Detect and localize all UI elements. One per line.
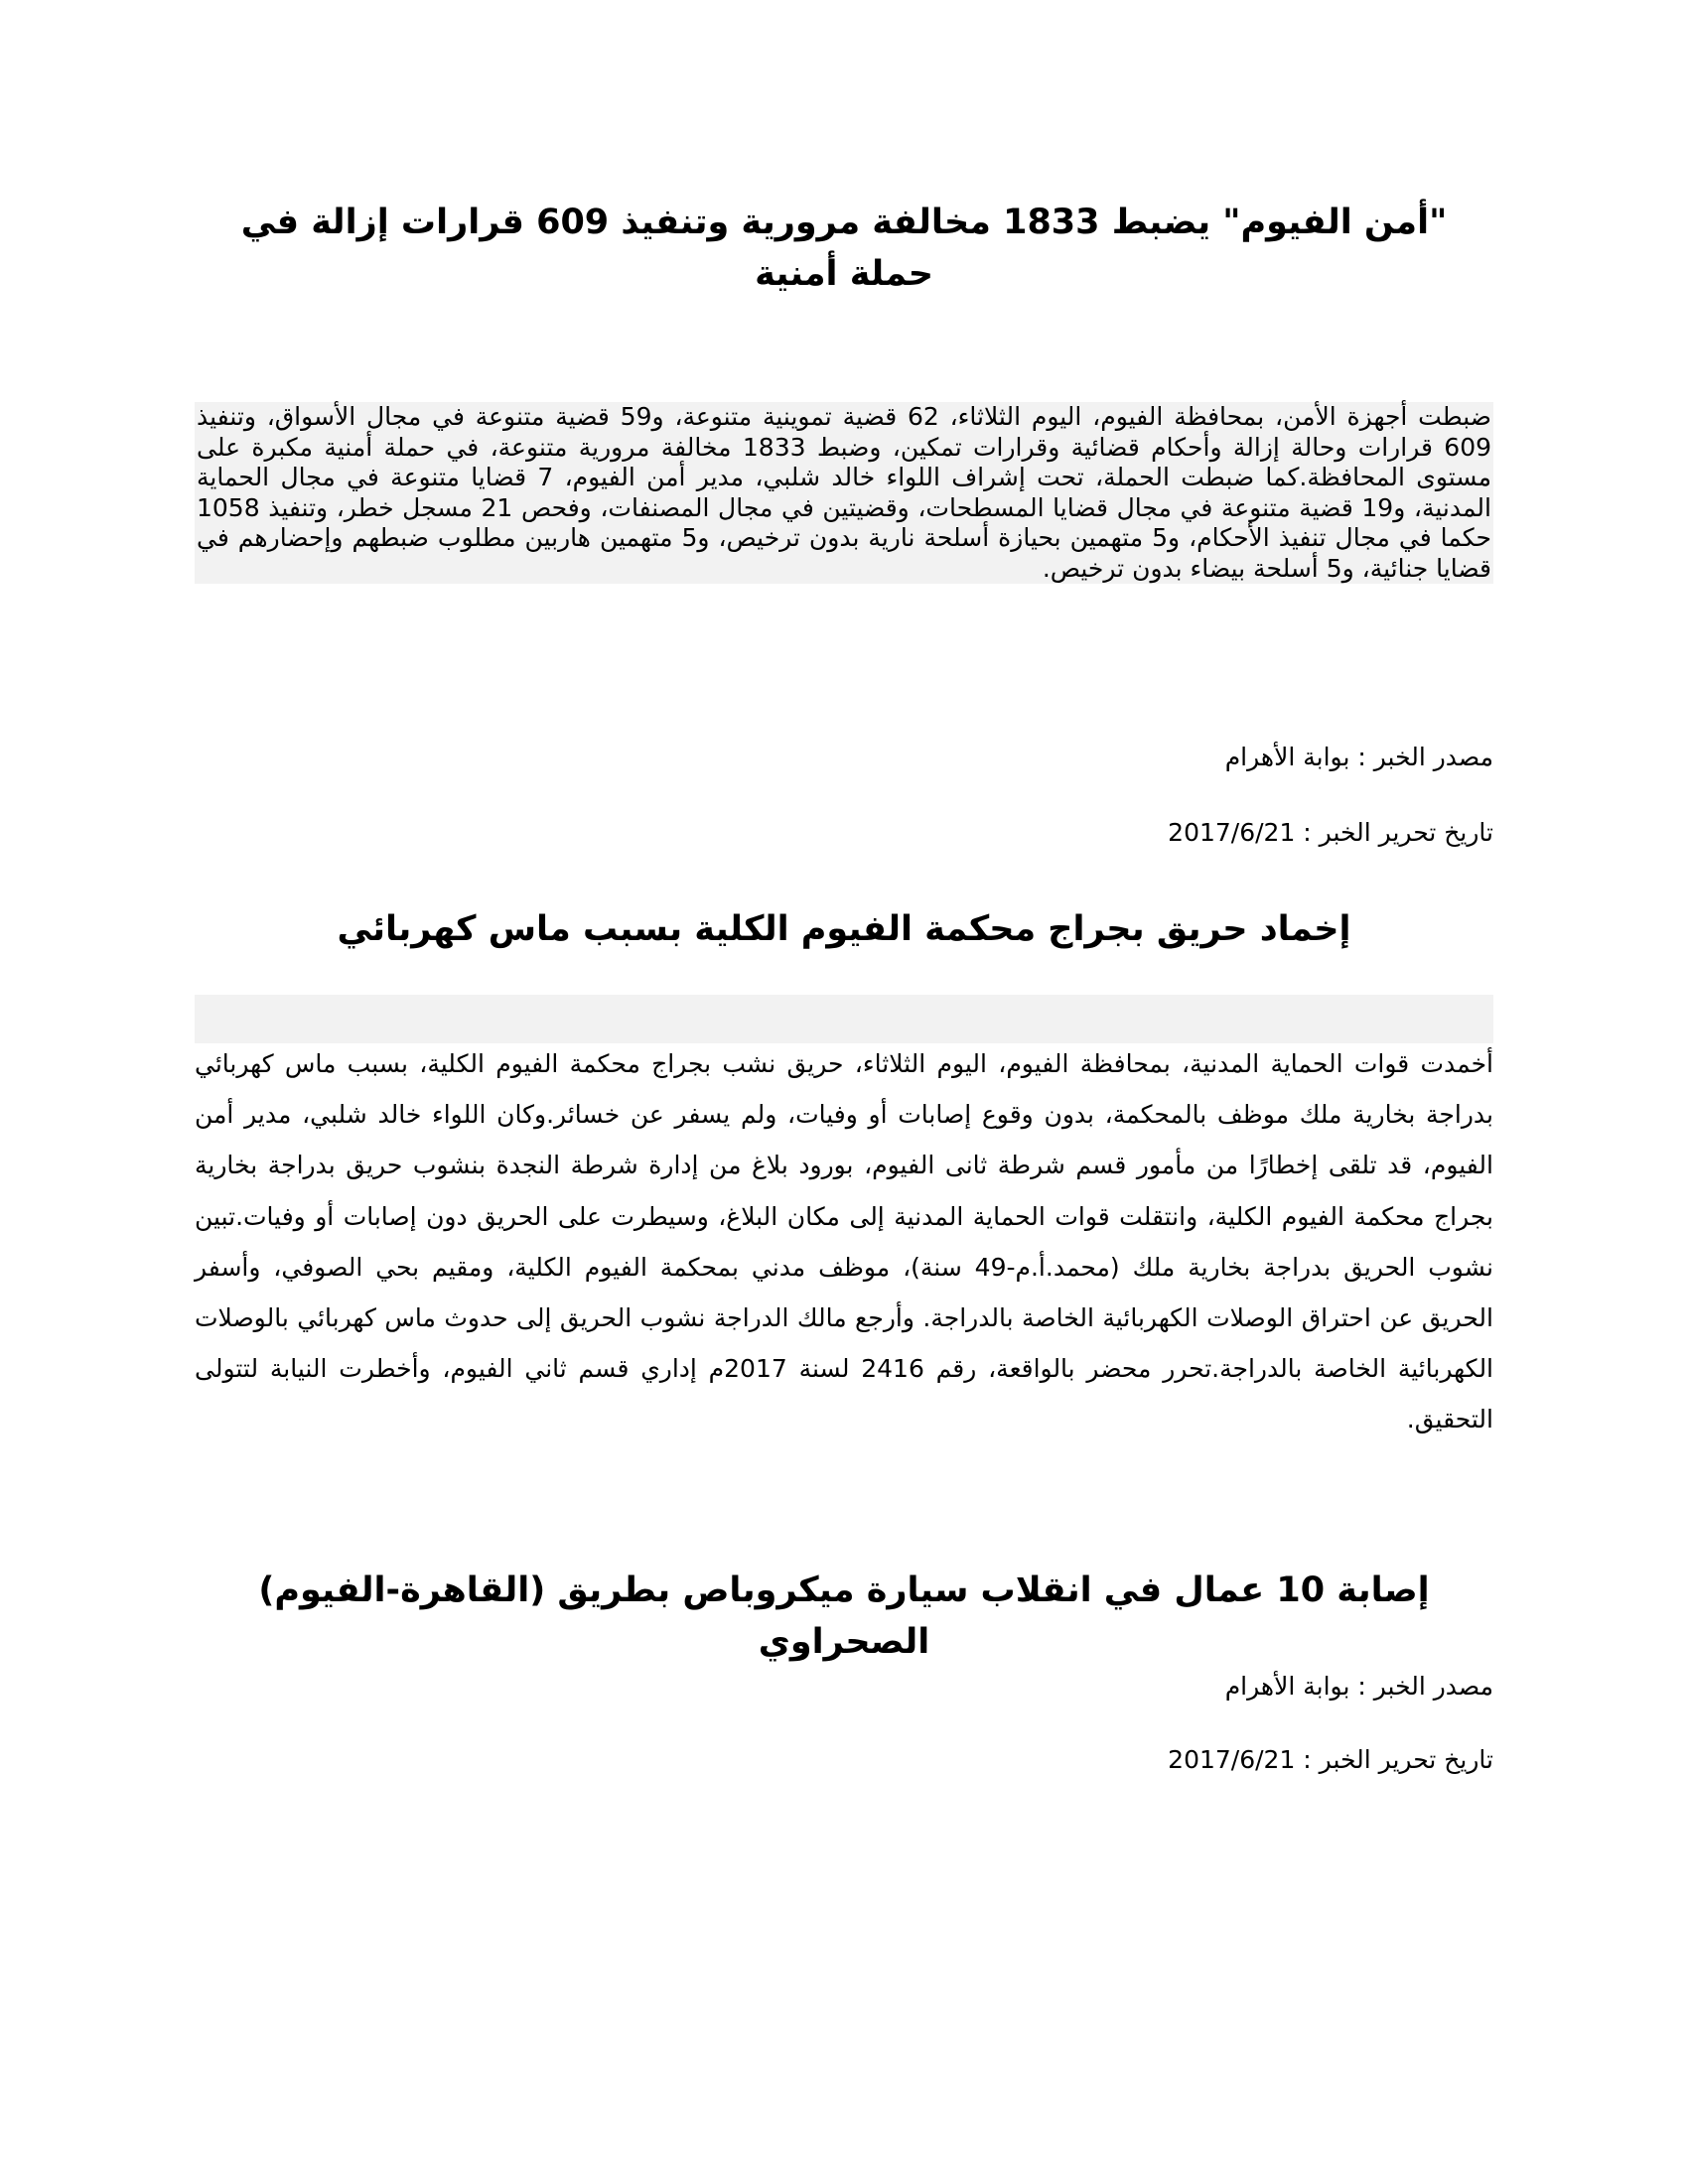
document-page bbox=[195, 0, 1493, 2184]
article-2-date: تاريخ تحرير الخبر : 2017/6/21 bbox=[1168, 1745, 1493, 1774]
article-1-source: مصدر الخبر : بوابة الأهرام bbox=[1224, 743, 1493, 771]
article-1-body-text: ضبطت أجهزة الأمن، بمحافظة الفيوم، اليوم الثلاثاء، 62 قضية تموينية متنوعة، و59 قضية متنوعة في مجال الأسواق، وتنفيذ 609 قرارات وحالة إزالة وأحكام قضائية وقرارات تمكين، وضبط 1833 مخالفة مرورية متنوعة، في حملة أمنية مكبرة على مستوى المحافظة.كما ضبطت الحملة، تحت إشراف اللواء خالد شلبي، مدير أمن الفيوم، 7 قضايا متنوعة في مجال الحماية المدنية، و19 قضية متنوعة في مجال قضايا المسطحات، وقضيتين في مجال المصنفات، وفحص 21 مسجل خطر، وتنفيذ 1058 حكما في مجال تنفيذ الأحكام، و5 متهمين بحيازة أسلحة نارية بدون ترخيص، و5 متهمين هاربين مطلوب ضبطهم وإحضارهم في قضايا جنائية، و5 أسلحة بيضاء بدون ترخيص. bbox=[197, 402, 1492, 583]
article-1-body bbox=[195, 402, 1493, 584]
article-2-body: أخمدت قوات الحماية المدنية، بمحافظة الفيوم، اليوم الثلاثاء، حريق نشب بجراج محكمة الفيوم الكلية، بسبب ماس كهربائي بدراجة بخارية ملك موظف بالمحكمة، بدون وقوع إصابات أو وفيات، ولم يسفر عن خسائر.وكان اللواء خالد شلبي، مدير أمن الفيوم، قد تلقى إخطارًا من مأمور قسم شرطة ثانى الفيوم، بورود بلاغ من إدارة شرطة النجدة بنشوب حريق بدراجة بخارية بجراج محكمة الفيوم الكلية، وانتقلت قوات الحماية المدنية إلى مكان البلاغ، وسيطرت على الحريق دون إصابات أو وفيات.تبين نشوب الحريق بدراجة بخارية ملك (محمد.أ.م-49 سنة)، موظف مدني بمحكمة الفيوم الكلية، ومقيم بحي الصوفي، وأسفر الحريق عن احتراق الوصلات الكهربائية الخاصة بالدراجة. وأرجع مالك الدراجة نشوب الحريق إلى حدوث ماس كهربائي بالوصلات الكهربائية الخاصة بالدراجة.تحرر محضر بالواقعة، رقم 2416 لسنة 2017م إداري قسم ثاني الفيوم، وأخطرت النيابة لتتولى التحقيق. bbox=[195, 1049, 1494, 1434]
article-3-title: إصابة 10 عمال في انقلاب سيارة ميكروباص بطريق (القاهرة-الفيوم) الصحراوي bbox=[258, 1570, 1430, 1662]
article-2-title: إخماد حريق بجراج محكمة الفيوم الكلية بسبب ماس كهربائي bbox=[337, 909, 1351, 949]
article-1-date: تاريخ تحرير الخبر : 2017/6/21 bbox=[1168, 818, 1493, 847]
article-2-source: مصدر الخبر : بوابة الأهرام bbox=[1224, 1672, 1493, 1701]
article-1-title: "أمن الفيوم" يضبط 1833 مخالفة مرورية وتنفيذ 609 قرارات إزالة في حملة أمنية bbox=[240, 203, 1448, 294]
highlight-band bbox=[195, 995, 1493, 1043]
